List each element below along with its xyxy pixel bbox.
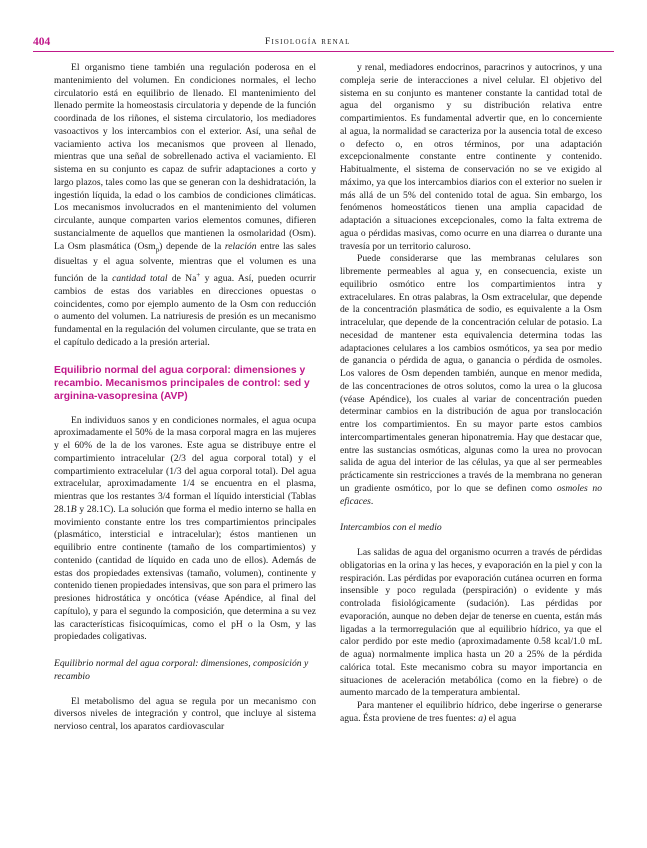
page-header [33, 34, 614, 52]
paragraph: Puede considerarse que las membranas celulares son libremente permeables al agua y, en consecuencia, existe un equilibrio osmótico entre los compartimientos intra y extracelulares. En otras palabras, la Osm extracelular, que depende de la concentración plasmática de sodio, es equivalente a la Osm intracelular, que depende de la concentración celular de potasio. La necesidad de mantener esta equivalencia determina todas las adaptaciones celulares a los cambios osmóticos, ya sea por medio de ganancia o pérdida de agua, o ganancia o pérdida de osmoles. Los valores de Osm dependen también, aunque en menor medida, de las concentraciones de otros solutos, como la urea o la glucosa (véase Apéndice), los cuales al variar de concentración pueden determinar cambios en la distribución de agua por translocación entre los compartimientos. En su mayor parte estos cambios intercompartimentales generan hiponatremia. Hay que destacar que, entre las sustancias osmóticas, algunas como la urea no provocan salida de agua del interior de las células, ya que al ser permeables prácticamente sin restricciones a través de la membrana no generan un gradiente osmótico, por lo que se definen como osmoles no eficaces. [340, 253, 602, 507]
subheading: Equilibrio normal del agua corporal: dimensiones, composición y recambio [54, 658, 309, 682]
right-column [340, 62, 602, 726]
left-column [54, 62, 316, 734]
paragraph: El organismo tiene también una regulación poderosa en el mantenimiento del volumen. En condiciones normales, el lecho circulatorio está en equilibrio de llenado. El mantenimiento del llenado permite la homeostasis circulatoria y depende de la función coordinada de los riñones, el sistema circulatorio, los mediadores vasoactivos y los intercambios con el exterior. Así, una señal de vaciamiento activa los mecanismos que proveen al llenado, mientras que una señal de sobrellenado activa el vaciamiento. El sistema en su conjunto es capaz de sufrir adaptaciones a corto y largo plazos, tales como las que se generan con la deshidratación, la ingestión líquida, la edad o los cambios de condiciones climáticas. Los mecanismos involucrados en el mantenimiento del volumen circulante, aunque comparten varios elementos comunes, difieren sustancialmente de aquellos que mantienen la osmolaridad (Osm). La Osm plasmática (Osm$_p$) depende de la relación entre las sales disueltas y el agua solvente, mientras que el volumen es una función de la cantidad total de Na+ y agua. Así, pueden ocurrir cambios de estas dos variables en direcciones opuestas o coincidentes, como por ejemplo aumento de la Osm con reducción o aumento del volumen. La natriuresis de presión es un mecanismo fundamental en la regulación del volumen circulante, que se trata en el capítulo dedicado a la presión arterial. [54, 62, 317, 348]
page-number: 404 [33, 36, 51, 48]
paragraph: Para mantener el equilibrio hídrico, debe ingerirse o generarse agua. Ésta proviene de tres fuentes: a) el agua [340, 700, 602, 724]
paragraph: Las salidas de agua del organismo ocurren a través de pérdidas obligatorias en la orina y las heces, y evaporación en la piel y con la respiración. Las pérdidas por evaporación cutánea ocurren en forma insensible y poco regulada (perspiración) o evidente y más controlada fisiológicamente (sudación). Las pérdidas por evaporación, aunque no deben dejar de tenerse en cuenta, están más ligadas a la termorregulación que al equilibrio hídrico, ya que el calor perdido por este medio (aproximadamente 0.58 kcal/1.0 mL de agua) normalmente implica hasta un 20 a 25% de la pérdida calórica total. Este mecanismo cobra su mayor importancia en situaciones de aceleración metabólica (como en la fiebre) o de aumento marcado de la temperatura ambiental. [340, 547, 602, 699]
subheading: Intercambios con el medio [340, 522, 442, 534]
paragraph: y renal, mediadores endocrinos, paracrinos y autocrinos, y una compleja serie de interacciones a nivel celular. El objetivo del sistema en su conjunto es mantener constante la cantidad total de agua del organismo y su distribución relativa entre compartimientos. Es fundamental advertir que, en lo concerniente al agua, la normalidad se caracteriza por la ausencia total de exceso o defecto o, en otros términos, por una adaptación excepcionalmente constante entre continente y contenido. Habitualmente, el sistema de conservación no se ve exigido al máximo, ya que los intercambios diarios con el exterior no suelen ir más allá de un 5% del contenido total de agua. Sin embargo, los fenómenos homeostáticos tienen una amplia capacidad de adaptación a situaciones excepcionales, como la falta extrema de agua o pérdidas masivas, como ocurre en una diarrea o durante una travesía por un territorio caluroso. [340, 62, 602, 252]
running-title: Fisiología renal [265, 37, 351, 47]
paragraph: En individuos sanos y en condiciones normales, el agua ocupa aproximadamente el 50% de la masa corporal magra en las mujeres y el 60% de la de los varones. Este agua se distribuye entre el compartimiento intracelular (2/3 del agua corporal total) y el compartimiento extracelular (1/3 del agua corporal total). Del agua extracelular, aproximadamente 1/4 se encuentra en el plasma, mientras que los restantes 3/4 forman el líquido intersticial (Tablas 28.1B y 28.1C). La solución que forma el medio interno se halla en movimiento constante entre los tres compartimientos principales (plasmático, intersticial e intracelular); éstos mantienen un equilibrio entre continente (tamaño de los compartimientos) y contenido (cantidad de líquido en cada uno de ellos). Además de estas dos propiedades extensivas (tamaño, volumen), continente y contenido tienen propiedades intensivas, que son para el primero las presiones hidrostática y oncótica (véase Apéndice, al final del capítulo), y para el segundo la composición, que determina a su vez las características fisicoquímicas, como el pH o la Osm, y las propiedades coligativas. [54, 414, 316, 643]
section-heading: Equilibrio normal del agua corporal: dimensiones y recambio. Mecanismos principales de control: sed y arginina-vasopresina (AVP) [54, 364, 310, 402]
paragraph: El metabolismo del agua se regula por un mecanismo con diversos niveles de integración y control, que incluye al sistema nervioso central, los aparatos cardiovascular [54, 695, 316, 733]
header-rule [33, 51, 614, 52]
